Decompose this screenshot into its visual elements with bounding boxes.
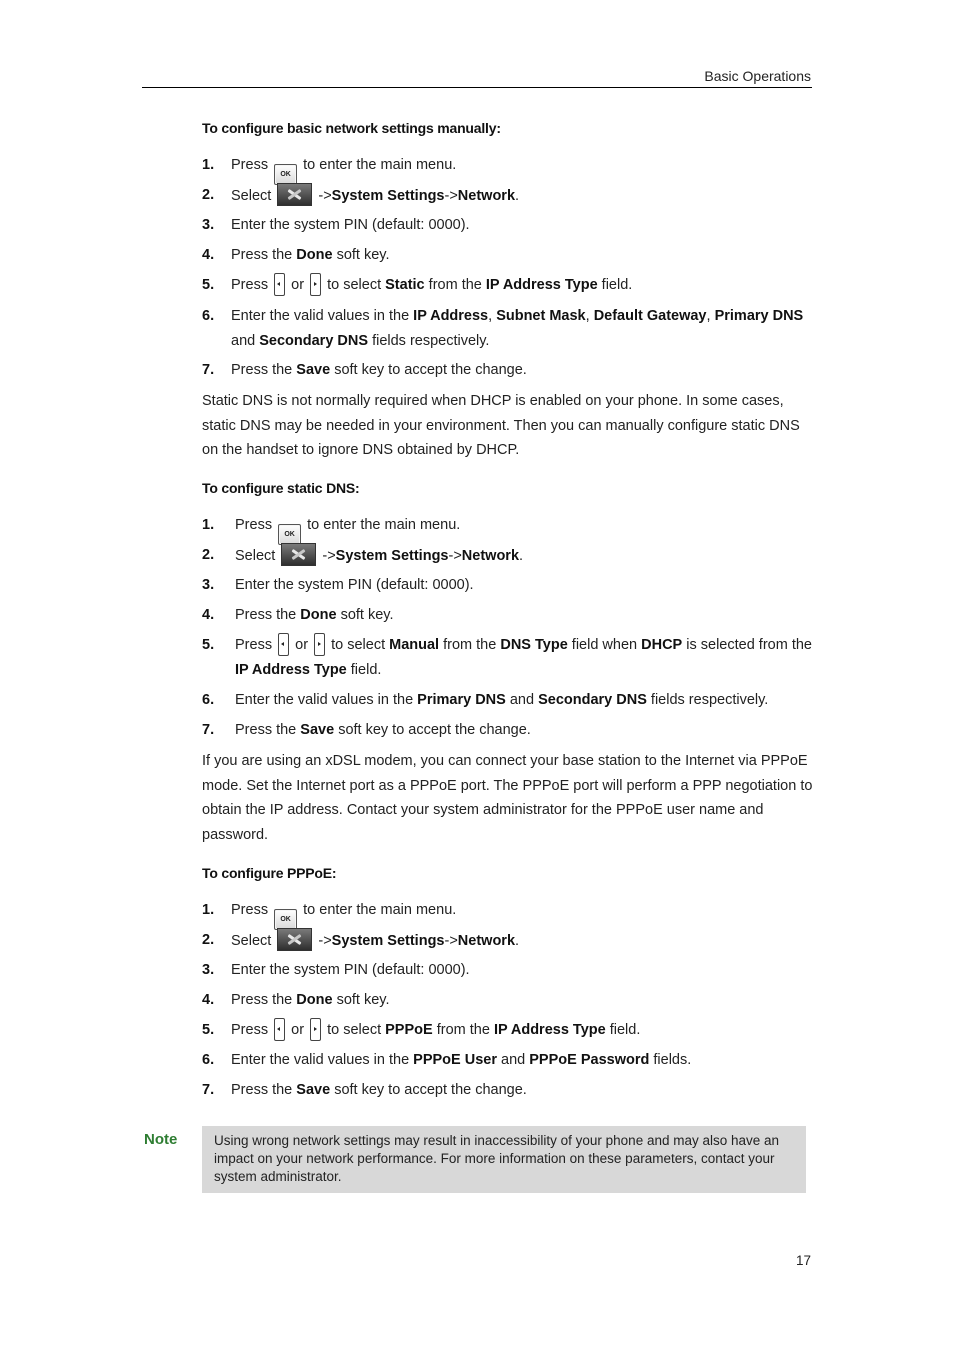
- step-number: 7.: [202, 1082, 215, 1098]
- right-arrow-key-icon: [310, 1018, 321, 1041]
- section-heading-pppoe: To configure PPPoE:: [202, 865, 337, 881]
- header-title: Basic Operations: [704, 68, 811, 84]
- step-number: 2.: [202, 932, 215, 948]
- step-number: 5.: [202, 277, 215, 293]
- ok-key-icon: OK: [278, 524, 301, 545]
- step-number: 2.: [202, 187, 215, 203]
- step-number: 5.: [202, 637, 215, 653]
- step-number: 6.: [202, 1052, 215, 1068]
- ok-key-icon: OK: [274, 164, 297, 185]
- step-number: 7.: [202, 362, 215, 378]
- section-heading-static-dns: To configure static DNS:: [202, 480, 360, 496]
- step-number: 3.: [202, 217, 215, 233]
- step-number: 2.: [202, 547, 215, 563]
- right-arrow-key-icon: [310, 273, 321, 296]
- step-number: 3.: [202, 962, 215, 978]
- step-number: 4.: [202, 607, 215, 623]
- step-number: 5.: [202, 1022, 215, 1038]
- note-box: Using wrong network settings may result in inaccessibility of your phone and may also have an impact on your network performance. For more information on these parameters, contact your system administrator.: [202, 1126, 806, 1193]
- left-arrow-key-icon: [274, 273, 285, 296]
- step-number: 6.: [202, 692, 215, 708]
- paragraph-static-dns: Static DNS is not normally required when DHCP is enabled on your phone. In some cases, static DNS may be needed in your environment. Then you can manually configure static DNS on the handset to ignore DNS obtained by DHCP.: [202, 393, 800, 458]
- step-number: 1.: [202, 517, 215, 533]
- settings-icon: [277, 928, 312, 951]
- header-rule: [142, 87, 812, 88]
- right-arrow-key-icon: [314, 633, 325, 656]
- settings-icon: [277, 183, 312, 206]
- left-arrow-key-icon: [278, 633, 289, 656]
- step-number: 1.: [202, 902, 215, 918]
- page-number: 17: [795, 1253, 811, 1268]
- note-label: Note: [144, 1131, 178, 1148]
- section-heading-manual: To configure basic network settings manually:: [202, 120, 501, 136]
- settings-icon: [281, 543, 316, 566]
- paragraph-pppoe: If you are using an xDSL modem, you can connect your base station to the Internet via PPPoE mode. Set the Internet port as a PPPoE port. The PPPoE port will perform a PPP negotiation to obtain the IP address. Contact your system administrator for the PPPoE user name and password.: [202, 753, 813, 843]
- step-number: 4.: [202, 247, 215, 263]
- step-number: 6.: [202, 308, 215, 324]
- ok-key-icon: OK: [274, 909, 297, 930]
- step-number: 7.: [202, 722, 215, 738]
- step-number: 3.: [202, 577, 215, 593]
- left-arrow-key-icon: [274, 1018, 285, 1041]
- step-number: 4.: [202, 992, 215, 1008]
- step-number: 1.: [202, 157, 215, 173]
